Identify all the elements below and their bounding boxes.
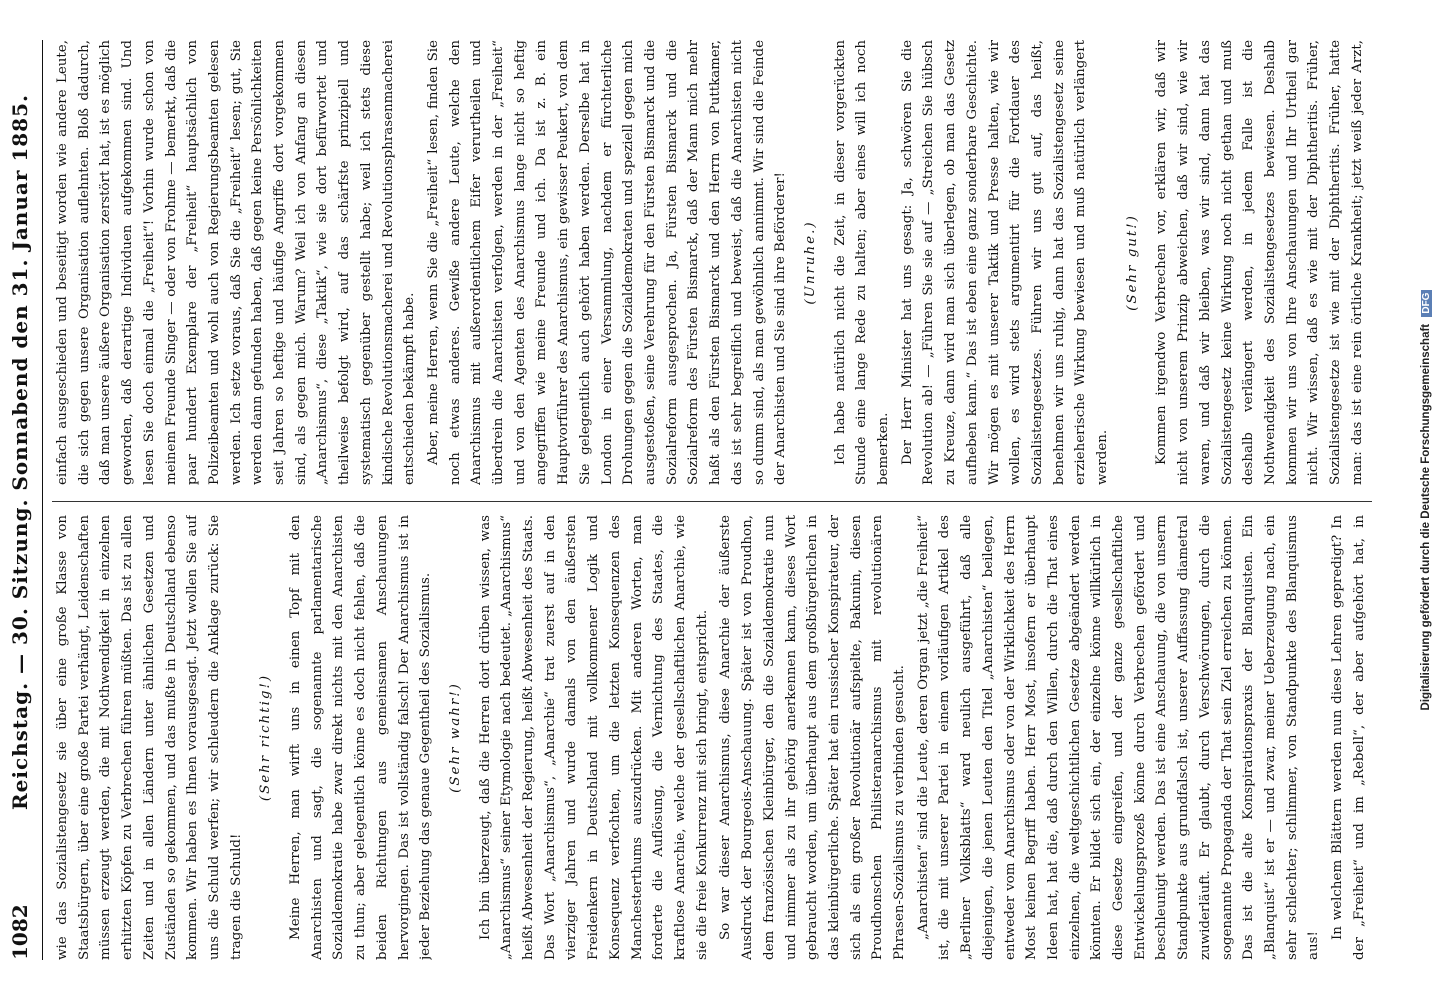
column-divider: [52, 501, 1372, 502]
paragraph: In welchem Blättern werden nun diese Lehren gepredigt? In der „Freiheit“ und im „Rebell“, der aber aufgehört hat, in: [1330, 515, 1367, 960]
funding-note: [1410, 0, 1432, 1000]
header-rule: [42, 40, 43, 960]
page-header: [8, 40, 48, 960]
paragraph: einfach ausgeschieden und beseitigt worden wie andere Leute, die sich gegen unsere Organisation auflehnten. Bloß dadurch, daß man unsere äußere Organisation zerstört hat, ist es möglich geworden, daß derartige Individuen aufgekommen sind. Und lesen Sie doch einmal die „Freiheit“! Vorhin wurde schon von meinem Freunde Singer — oder von Frohme — bemerkt, daß die paar hundert Exemplare der „Freiheit“ hauptsächlich von Polizeibeamten und wohl auch von Regierungsbeamten gelesen werden. Ich setze voraus, daß Sie die „Freiheit“ lesen; gut, Sie werden dann gefunden haben, daß gegen keine Persönlichkeiten seit Jahren so heftige und häufige Angriffe dort vorgekommen sind, als gegen mich. Warum? Weil ich von Anfang an diesen „Anarchismus“, diese „Taktik“, wie sie dort befürwortet und theilweise befolgt wird, auf das schärfste prinzipiell und systematisch gegenüber gestellt habe; weil ich stets diese kindische Revolutionsmacherei und Revolutionsphrasenmacherei entschieden bekämpft habe.: [55, 40, 418, 485]
paragraph: So war dieser Anarchismus, diese Anarchie der äußerste Ausdruck der Bourgeois-Anschauung. Später ist von Proudhon, dem französischen Kleinbürger, den die Sozialdemokratie nun und nimmer als zu ihr gehörig anerkennen kann, dieses Wort gebraucht worden, um überhaupt aus dem großbürgerlichen in das kleinbürgerliche. Später hat ein russischer Konspirateur, der sich als ein großer Revolutionär aufspielte, Bakunin, diesen Proudhonschen Philisteranarchismus mit revolutionären Phrasen-Sozialismus zu verbinden gesucht.: [718, 515, 908, 960]
paragraph: Kommen irgendwo Verbrechen vor, erklären wir, daß wir nicht von unserem Prinzip abweichen, daß wir sind, wie wir waren, und daß wir bleiben, was wir sind, dann hat das Sozialistengesetz keine Wirkung noch nicht gethan und muß deshalb verlängert werden, in jedem Falle ist die Nothwendigkeit des Sozialistengesetzes bewiesen. Deshalb kommen wir uns von Ihre Anschauungen und Ihr Urtheil gar nicht. Wir wissen, daß es wie mit der Diphtheritis. Früher, Sozialistengesetze ist wie mit der Diphtheritis. Früher, hatte man: das ist eine rein örtliche Krankheit; jetzt weiß jeder Arzt,: [1154, 40, 1365, 485]
funding-note-label: Digitalisierung gefördert durch die Deutsche Forschungsgemeinschaft: [1420, 323, 1432, 711]
interjection: (Sehr richtig!): [258, 673, 274, 802]
text-columns: [52, 40, 1382, 960]
funding-note-text: [1420, 0, 1432, 1000]
page-number: 1082: [8, 904, 32, 960]
interjection: (Sehr wahr!): [447, 682, 463, 793]
paragraph: Meine Herren, man wirft uns in einen Topf mit den Anarchisten und sagt, die sogenannte parlamentarische Sozialdemokratie habe zwar direkt nichts mit den Anarchisten zu thun; aber gelegentlich könne es doch nicht fehlen, daß die beiden Richtungen aus gemeinsamen Anschauungen hervorgingen. Das ist vollständig falsch! Der Anarchismus ist in jeder Beziehung das genaue Gegentheil des Sozialismus.: [288, 515, 434, 960]
interjection: (Unruhe.): [802, 220, 818, 305]
interjection: (Sehr gut!): [1124, 214, 1140, 311]
paragraph: „Anarchisten“ sind die Leute, deren Organ jetzt „die Freiheit“ ist, die mit unserer Partei in einem vorläufigen Artikel des „Berliner Volksblatts“ ward neulich ausgeführt, daß alle diejenigen, die jenen Leuten den Titel „Anarchisten“ beilegen, entweder vom Anarchismus oder von der Wirklichkeit des Herrn Most keinen Begriff haben. Herr Most, insofern er überhaupt Ideen hat, hat die, daß durch den Willen, durch die That eines einzelnen, die weltgeschichtlichen Gesetze abgeändert werden könnten. Er bildet sich ein, der einzelne könne willkürlich in diese Gesetze eingreifen, und der ganze gesellschaftliche Entwickelungsprozeß könne durch Verbrechen gefördert und beschleunigt werden. Das ist eine Anschauung, die von unserm Standpunkte aus grundfalsch ist, unserer Auffassung diametral zuwiderläuft. Er glaubt, durch Verschwörungen, durch die sogenannte Propaganda der That sein Ziel erreichen zu können. Das ist die alte Konspirationspraxis der Blanquisten. Ein „Blanquist“ ist er — und zwar, meiner Ueberzeugung nach, ein sehr schlechter; schlimmer, von Standpunkte des Blanquismus aus!: [915, 515, 1322, 960]
paragraph: wie das Sozialistengesetz sie über eine große Klasse von Staatsbürgern, über eine große Partei verhängt, Leidenschaften müssen erzeugt werden, die mit Nothwendigkeit in einzelnen erhitzten Köpfen zu Verbrechen führen müßten. Das ist zu allen Zeiten und in allen Ländern unter ähnlichen Gesetzen und Zuständen so gekommen, und das mußte in Deutschland ebenso kommen. Wir haben es Ihnen vorausgesagt. Jetzt wollen Sie auf uns die Schuld werfen; wir schleudern die Anklage zurück: Sie tragen die Schuld!: [55, 515, 244, 960]
paragraph: Aber, meine Herren, wenn Sie die „Freiheit“ lesen, finden Sie noch etwas anderes. Gewiße andere Leute, welche den Anarchismus mit außerordentlichem Eifer verurtheilen und überdrein die Anarchisten verfolgen, werden in der „Freiheit“ und von den Agenten des Anarchismus lange nicht so heftig angegriffen wie meine Freunde und ich. Da ist z. B. ein Hauptvorführer des Anarchismus, ein gewisser Peukert, von dem Sie gelegentlich auch gehört haben werden. Derselbe hat in London in einer Versammlung, nachdem er fürchterliche Drohungen gegen die Sozialdemokraten und speziell gegen mich ausgestoßen, seine Verehrung für den Fürsten Bismarck und die Sozialreform ausgesprochen. Ja, Fürsten Bismarck und die Sozialreform des Fürsten Bismarck, daß der Mann mich mehr haßt als den Fürsten Bismarck und den Herrn von Puttkamer, das ist sehr begreiflich und beweist, daß die Anarchisten nicht so dumm sind, als man gewöhnlich annimmt. Wir sind die Feinde der Anarchisten und Sie sind ihre Beförderer!: [425, 40, 789, 485]
session-title: Reichstag. — 30. Sitzung. Sonnabend den 31. Januar 1885.: [8, 94, 32, 810]
dfg-logo: DFG: [1421, 290, 1432, 317]
left-column: [52, 515, 1372, 960]
paragraph: Ich habe natürlich nicht die Zeit, in dieser vorgerückten Stunde eine lange Rede zu halten; aber eines will ich noch bemerken.: [832, 40, 892, 485]
paragraph: Der Herr Minister hat uns gesagt: Ja, schwören Sie die Revolution ab! — „Führen Sie sie auf — „Streichen Sie hübsch zu Kreuze, dann wird man sich überlegen, ob man das Gesetz aufheben kann.“ Das ist eben eine ganz sonderbare Geschichte. Wir mögen es mit unserer Taktik und Presse halten, wie wir wollen, es wird stets argumentirt für die Fortdauer des Sozialistengesetzes. Führen wir uns gut auf, das heißt, benehmen wir uns ruhig, dann hat das Sozialistengesetz seine erzieherische Wirkung bewiesen und muß natürlich verlängert werden.: [899, 40, 1111, 485]
right-column: [52, 40, 1372, 485]
paragraph: Ich bin überzeugt, daß die Herren dort drüben wissen, was „Anarchismus“ seiner Etymologie nach bedeutet. „Anarchismus“ heißt Abwesenheit der Regierung, heißt Abwesenheit des Staats. Das Wort „Anarchismus“, „Anarchie“ trat zuerst auf in den vierziger Jahren und wurde damals von den äußersten Freidenkern in Deutschland mit vollkommener Logik und Konsequenz verfochten, um die letzten Konsequenzen des Manchesterthums auszudrücken. Mit anderen Worten, man forderte die Auflösung, die Vernichtung des Staates, die kraftlose Anarchie, welche der gesellschaftlichen Anarchie, wie sie die freie Konkurrenz mit sich bringt, entspricht.: [477, 515, 710, 960]
